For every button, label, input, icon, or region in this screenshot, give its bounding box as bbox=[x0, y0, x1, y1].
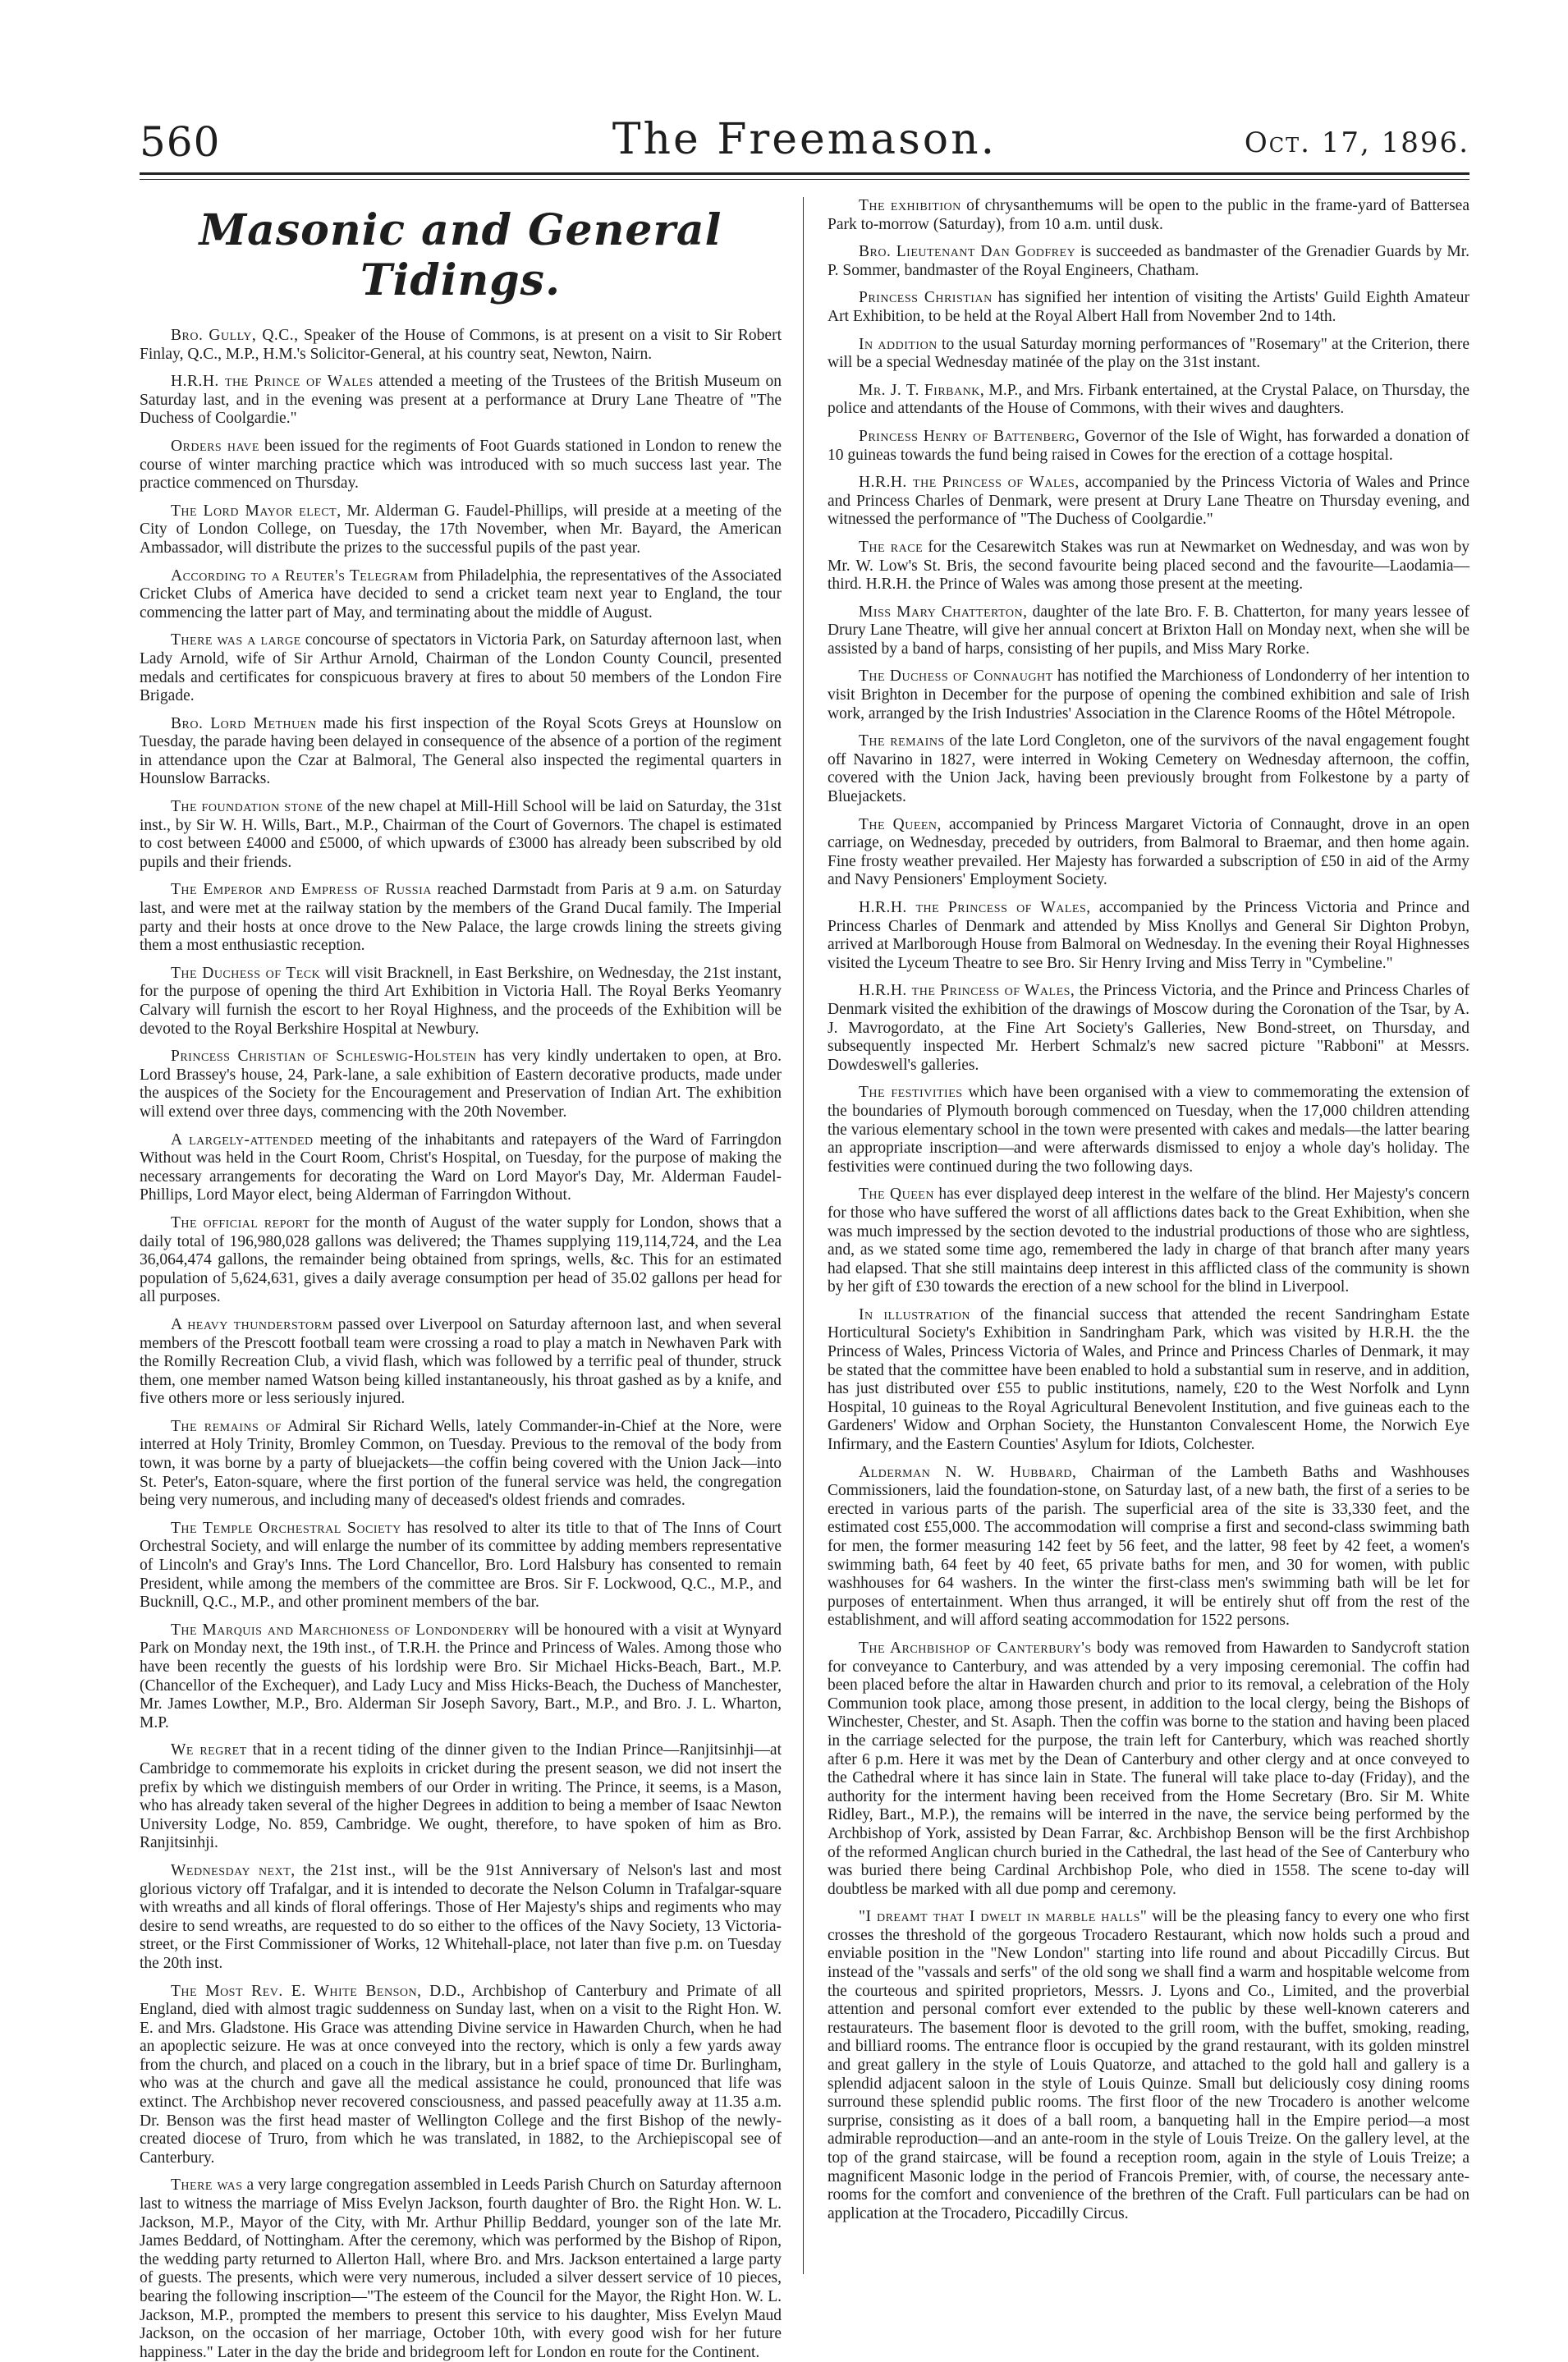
news-item-text: will be honoured with a visit at Wynyard Park on Monday next, the 19th inst., of T.R.H. the Prince and Princess of Wales. Among those who have been recently the guests of his lordship were Bro. Sir Michael Hicks-Beach, Bart., M.P. (Chancellor of the Exchequer), and Lady Lucy and Miss Hicks-Beach, the Duchess of Manchester, Mr. James Lowther, M.P., Bro. Alderman Sir Joseph Savory, Bart., M.P., and Bro. J. L. Wharton, M.P. bbox=[140, 1621, 782, 1731]
news-item bbox=[140, 965, 782, 1039]
news-item bbox=[140, 1131, 782, 1205]
news-item-lead: The foundation stone bbox=[171, 798, 323, 816]
news-item bbox=[140, 327, 782, 364]
news-item bbox=[140, 502, 782, 558]
news-item-text: made his first inspection of the Royal Scots Greys at Hounslow on Tuesday, the parade having been delayed in consequence of the absence of a portion of the regiment in attendance upon the Czar at Balmoral, The General also inspected the regimental quarters in Hounslow Barracks. bbox=[140, 714, 782, 788]
news-item-lead: The remains of bbox=[171, 1417, 282, 1435]
news-item-text: that in a recent tiding of the dinner given to the Indian Prince—Ranjitsinhji—at Cambridge to commemorate his exploits in cricket during the present season, we did not insert the prefix by which we distinguish members of our Order in writing. The Prince, it seems, is a Mason, who has already taken several of the higher Degrees in addition to being a member of Isaac Newton University Lodge, No. 859, Cambridge. We ought, therefore, to have spoken of him as Bro. Ranjitsinhji. bbox=[140, 1741, 782, 1852]
news-item bbox=[140, 567, 782, 623]
news-item-text: of the new chapel at Mill-Hill School will be laid on Saturday, the 31st inst., by Sir W. H. Wills, Bart., M.P., Chairman of the Court of Governors. The chapel is estimated to cost between £4000 and £5000, of which upwards of £3000 has already been subscribed by old pupils and their friends. bbox=[140, 798, 782, 871]
news-item bbox=[828, 1084, 1469, 1176]
news-item-text: accompanied by the Princess Victoria and Prince and Princess Charles of Denmark and attended by Miss Knollys and General Sir Dighton Probyn, arrived at Marlborough House from Balmoral on Wednesday. In the evening their Royal Highnesses visited the Lyceum Theatre to see Bro. Sir Henry Irving and Miss Terry in "Cymbeline." bbox=[828, 899, 1469, 972]
news-item bbox=[828, 732, 1469, 806]
news-item-text: will be the pleasing fancy to every one who first crosses the threshold of the gorgeous Trocadero Restaurant, which now holds such a proud and enviable position in the "New London" starting into life round and about Piccadilly Circus. But instead of the "vassals and serfs" of the old song we shall find a warm and hospitable welcome from the courteous and spirited proprietors, Messrs. J. Lyons and Co., Limited, and the proverbial attention and personal comfort ever extended to the public by these well-known caterers and restaurateurs. The basement floor is devoted to the grill room, with the buffet, smoking, reading, and billiard rooms. The entrance floor is occupied by the grand restaurant, with its golden minstrel and great gallery in the style of Louis Quatorze, and attached to the gold hall and gallery is a splendid adjacent saloon in the style of Louis Quinze. Small but deliciously cosy dining rooms surround these splendid public rooms. The first floor of the new Trocadero is another welcome surprise, consisting as it does of a ball room, a banqueting hall in the Empire period—a most admirable reproduction—and an ante-room in the style of Louis Treize. On the gallery level, at the top of the grand staircase, will be found a reception room, again in the style of Louis Treize; a magnificent Masonic lodge in the period of Francois Premier, with, of course, the necessary ante-rooms for the comfort and convenience of the brethren of the Craft. Full particulars can be had on application at the Trocadero, Piccadilly Circus. bbox=[828, 1908, 1469, 2222]
news-item-text: body was removed from Hawarden to Sandycroft station for conveyance to Canterbury, and was attended by a very imposing ceremonial. The coffin had been placed before the altar in Hawarden church and prior to its removal, a celebration of the Holy Communion took place, among those present, in addition to the local clergy, being the Bishops of Winchester, Chester, and St. Asaph. Then the coffin was borne to the station and having been placed in the carriage selected for the purpose, the train left for Canterbury, which was reached shortly after 6 p.m. Here it was met by the Dean of Canterbury and other clergy and at once conveyed to the Cathedral where it has since lain in State. The funeral will take place to-day (Friday), and the authority for the interment having been received from the Home Secretary (Bro. Sir M. White Ridley, Bart., M.P.), the remains will be interred in the nave, the service being performed by the Archbishop of York, assisted by Dean Farrar, &c. Archbishop Benson will be the first Archbishop of the reformed Anglican church buried in the Cathedral, the last head of the See of Canterbury who was buried there being Cardinal Archbishop Pole, who died in 1558. The scene to-day will doubtless be marked with all due pomp and ceremony. bbox=[828, 1639, 1469, 1898]
news-item bbox=[828, 1186, 1469, 1297]
news-item bbox=[828, 336, 1469, 373]
header-rule-thin bbox=[140, 179, 1469, 180]
news-item-lead: The Marquis and Marchioness of Londonderry bbox=[171, 1621, 510, 1639]
news-item-text: accompanied by Princess Margaret Victoria of Connaught, drove in an open carriage, on Wednesday, preceded by outriders, from Balmoral to Braemar, and then home again. Fine frosty weather prevailed. Her Majesty has forwarded a subscription of £50 in aid of the Army and Navy Pensioners' Employment Society. bbox=[828, 815, 1469, 889]
news-item-lead: Princess Christian bbox=[859, 289, 993, 307]
column-divider bbox=[803, 197, 804, 2274]
news-item-text: will visit Bracknell, in East Berkshire, on Wednesday, the 21st instant, for the purpose of opening the third Art Exhibition in Victoria Hall. The Royal Berks Yeomanry Calvary will furnish the escort to her Royal Highness, and the proceeds of the Exhibition will be devoted to the Royal Berkshire Hospital at Newbury. bbox=[140, 964, 782, 1038]
news-item-text: passed over Liverpool on Saturday afternoon last, and when several members of the Prescott football team were crossing a road to play a match in Newhaven Park with the Romilly Recreation Club, a vivid flash, which was followed by a terrific peal of thunder, struck them, one member named Watson being killed instantaneously, his throat gashed as by a knife, and five others more or less seriously injured. bbox=[140, 1315, 782, 1408]
news-item-text: from Philadelphia, the representatives of the Associated Cricket Clubs of America have decided to send a cricket team next year to England, the tour commencing the latter part of May, and terminating about the middle of August. bbox=[140, 566, 782, 621]
news-item bbox=[140, 1214, 782, 1307]
news-item bbox=[828, 899, 1469, 973]
news-item-lead: The exhibition bbox=[859, 197, 961, 214]
news-item-lead: H.R.H. the Princess of Wales, bbox=[859, 899, 1091, 916]
news-item-text: which have been organised with a view to commemorating the extension of the boundaries of Plymouth borough commenced on Tuesday, when the 17,000 children attending the various elementary school in the town were presented with cakes and medals—the latter bearing an appropriate inscription—and were afterwards dismissed to enjoy a whole day's holiday. The festivities were continued during the two following days. bbox=[828, 1084, 1469, 1176]
news-item-lead: A largely-attended bbox=[171, 1131, 314, 1149]
news-item bbox=[828, 982, 1469, 1075]
news-item bbox=[140, 1316, 782, 1409]
news-item-lead: H.R.H. the Prince of Wales bbox=[171, 373, 374, 391]
news-item bbox=[828, 474, 1469, 530]
news-item-lead: Bro. Gully, Q.C., bbox=[171, 327, 299, 344]
news-item-text: Mr. Alderman G. Faudel-Phillips, will preside at a meeting of the City of London College, on Tuesday, the 17th November, when Mr. Bayard, the American Ambassador, will distribute the prizes to the successful pupils of the past year. bbox=[140, 502, 782, 557]
news-item-lead: Bro. Lord Methuen bbox=[171, 714, 317, 732]
news-item-lead: Princess Christian of Schleswig-Holstein bbox=[171, 1048, 477, 1066]
news-item-lead: There was a large bbox=[171, 631, 301, 649]
news-item-text: has resolved to alter its title to that of The Inns of Court Orchestral Society, and will enlarge the number of its committee by adding members representative of Lincoln's and Gray's Inns. The Lord Chancellor, Bro. Lord Halsbury has consented to remain President, while among the members of the committee are Bros. Sir F. Lockwood, Q.C., M.P., and Bucknill, Q.C., M.P., and other prominent members of the bar. bbox=[140, 1519, 782, 1612]
news-item-text: has signified her intention of visiting the Artists' Guild Eighth Amateur Art Exhibition, to be held at the Royal Albert Hall from November 2nd to 14th. bbox=[828, 289, 1469, 325]
news-item bbox=[140, 631, 782, 705]
news-item-lead: Orders have bbox=[171, 437, 259, 455]
news-item-lead: The Emperor and Empress of Russia bbox=[171, 881, 432, 899]
news-item bbox=[140, 1048, 782, 1121]
page-number: 560 bbox=[140, 118, 221, 166]
news-item-text: has ever displayed deep interest in the welfare of the blind. Her Majesty's concern for those who have suffered the worst of all afflictions dates back to the Great Exhibition, when she was much impressed by the section devoted to the industrial productions of those who are sightless, and, as we stated some time ago, remembered the lady in charge of that branch after many years had elapsed. That she still maintains deep interest in this afflicted class of the community is shown by her gift of £30 towards the erection of a new school for the blind in Liverpool. bbox=[828, 1186, 1470, 1296]
news-item bbox=[828, 1306, 1469, 1455]
news-item bbox=[828, 428, 1469, 465]
header-rule-thick bbox=[140, 172, 1469, 175]
news-item-text: for the month of August of the water supply for London, shows that a daily total of 196,980,028 gallons was delivered; the Thames supplying 119,114,724, and the Lea 36,064,474 gallons, the remainder being obtained from springs, wells, &c. This for an estimated population of 5,624,631, gives a daily average consumption per head of 35.02 gallons per head for all purposes. bbox=[140, 1213, 782, 1306]
news-item-lead: The remains bbox=[859, 732, 945, 750]
section-title: Masonic and General Tidings. bbox=[199, 205, 722, 305]
news-item-lead: According to a Reuter's Telegram bbox=[171, 566, 419, 585]
news-item-lead: H.R.H. the Princess of Wales, bbox=[859, 474, 1080, 492]
news-item bbox=[828, 539, 1469, 594]
news-item bbox=[828, 603, 1469, 659]
news-item-lead: "I dreamt that I dwelt in marble halls" bbox=[859, 1908, 1148, 1926]
news-item bbox=[140, 1418, 782, 1511]
news-item bbox=[828, 1640, 1469, 1899]
news-item bbox=[140, 438, 782, 493]
news-item-text: to the usual Saturday morning performances of "Rosemary" at the Criterion, there will be a special Wednesday matinée of the play on the 31st instant. bbox=[828, 335, 1469, 372]
news-item bbox=[140, 1520, 782, 1612]
news-item-lead: There was bbox=[171, 2176, 243, 2195]
news-item bbox=[828, 667, 1469, 723]
news-item bbox=[140, 1741, 782, 1853]
news-item-lead: The Most Rev. E. White Benson, bbox=[171, 1982, 422, 2000]
news-item-text: a very large congregation assembled in Leeds Parish Church on Saturday afternoon last to witness the marriage of Miss Evelyn Jackson, fourth daughter of Bro. the Right Hon. W. L. Jackson, M.P., Mayor of the City, with Mr. Arthur Phillip Beddard, younger son of the late Mr. James Beddard, of Nottingham. After the ceremony, which was performed by the Bishop of Ripon, the wedding party returned to Allerton Hall, where Bro. and Mrs. Jackson entertained a large party of guests. The presents, which were very numerous, included a silver dessert service of 10 pieces, bearing the following inscription—"The esteem of the Council for the Mayor, the Right Hon. W. L. Jackson, M.P., prompted the members to present this service to his daughter, Miss Evelyn Maud Jackson, on the occasion of her marriage, October 10th, with every good wish for her future happiness." Later in the day the bride and bridegroom left for London en route for the Continent. bbox=[140, 2176, 782, 2361]
news-item bbox=[140, 881, 782, 955]
news-item bbox=[828, 243, 1469, 280]
news-item-text: of chrysanthemums will be open to the public in the frame-yard of Battersea Park to-morrow (Saturday), from 10 a.m. until dusk. bbox=[828, 197, 1469, 233]
news-item-lead: Bro. Lieutenant Dan Godfrey bbox=[859, 243, 1076, 261]
news-item bbox=[140, 1983, 782, 2168]
news-item-lead: The Duchess of Connaught bbox=[859, 667, 1053, 686]
news-item-lead: The official report bbox=[171, 1213, 310, 1231]
news-item bbox=[828, 382, 1469, 419]
news-item bbox=[140, 1862, 782, 1974]
news-item-lead: Alderman N. W. Hubbard, bbox=[859, 1463, 1077, 1481]
news-item-text: Admiral Sir Richard Wells, lately Commander-in-Chief at the Nore, were interred at Holy Trinity, Bromley Common, on Tuesday. Previous to the removal of the body from town, it was borne by a party of bluejackets—the coffin being covered with the Union Jack—into St. Peter's, Eaton-square, where the first portion of the funeral service was held, the congregation being very numerous, and including many of deceased's oldest friends and comrades. bbox=[140, 1417, 782, 1510]
news-item-text: of the late Lord Congleton, one of the survivors of the naval engagement fought off Navarino in 1827, were interred in Woking Cemetery on Wednesday afternoon, the coffin, covered with the Union Jack, having been previously brought from Folkestone by a party of Bluejackets. bbox=[828, 732, 1469, 806]
news-item bbox=[140, 373, 782, 429]
news-item-lead: The festivities bbox=[859, 1084, 963, 1102]
news-item bbox=[828, 1908, 1469, 2223]
masthead bbox=[140, 107, 1469, 172]
news-item-lead: Miss Mary Chatterton, bbox=[859, 603, 1028, 621]
news-item bbox=[140, 798, 782, 872]
news-item-lead: In addition bbox=[859, 335, 938, 353]
news-item-lead: Princess Henry of Battenberg, bbox=[859, 427, 1080, 445]
news-item-lead: H.R.H. the Princess of Wales, bbox=[859, 982, 1075, 1000]
news-item bbox=[828, 816, 1469, 890]
news-item-text: D.D., Archbishop of Canterbury and Primate of all England, died with almost tragic suddenness on Sunday last, when on a visit to the Right Hon. W. E. and Mrs. Gladstone. His Grace was attending Divine service in Hawarden Church, when he had an apoplectic seizure. He was at once conveyed into the rectory, which is only a few yards away from the church, and placed on a couch in the library, but in a brief space of time Dr. Burlingham, who was at the church and gave all the medical assistance he could, pronounced that life was extinct. The Archbishop never recovered consciousness, and passed peacefully away at 11.35 a.m. Dr. Benson was the first head master of Wellington College and the first Bishop of the newly-created diocese of Truro, from which he was translated, in 1882, to the Archiepiscopal see of Canterbury. bbox=[140, 1982, 782, 2167]
news-item bbox=[140, 1621, 782, 1733]
news-item-lead: The Queen, bbox=[859, 815, 942, 833]
news-item-lead: In illustration bbox=[859, 1305, 970, 1323]
news-item-text: is succeeded as bandmaster of the Grenadier Guards by Mr. P. Sommer, bandmaster of the Royal Engineers, Chatham. bbox=[828, 243, 1470, 279]
news-item-text: for the Cesarewitch Stakes was run at Newmarket on Wednesday, and was won by Mr. W. Low's St. Bris, the second favourite being placed second and the favourite—Laodamia—third. H.R.H. the Prince of Wales was among those present at the meeting. bbox=[828, 538, 1469, 594]
news-item-text: the 21st inst., will be the 91st Anniversary of Nelson's last and most glorious victory off Trafalgar, and it is intended to decorate the Nelson Column in Trafalgar-square with wreaths and all kinds of floral offerings. Those of Her Majesty's ships and regiments who may desire to send wreaths, are requested to do so either to the offices of the Navy Society, 13 Victoria-street, or the First Commissioner of Works, 12 Whitehall-place, not later than five p.m. on Tuesday the 20th inst. bbox=[140, 1861, 782, 1972]
news-item-lead: The race bbox=[859, 538, 924, 556]
news-item bbox=[140, 2176, 782, 2362]
newspaper-page bbox=[140, 107, 1470, 2361]
issue-date: Oct. 17, 1896. bbox=[1244, 126, 1469, 159]
news-item-text: has notified the Marchioness of Londonderry of her intention to visit Brighton in December for the purpose of opening the combined exhibition and sale of Irish work, arranged by the Irish Industries' Association in the Clarence Rooms of the Hôtel Métropole. bbox=[828, 667, 1469, 722]
news-item bbox=[828, 289, 1469, 326]
news-item-text: has very kindly undertaken to open, at Bro. Lord Brassey's house, 24, Park-lane, a sale exhibition of Eastern decorative products, made under the auspices of the Society for the Encouragement and Preservation of Indian Art. The exhibition will extend over three days, commencing with the 20th November. bbox=[140, 1048, 782, 1121]
news-item-lead: The Archbishop of Canterbury's bbox=[859, 1639, 1092, 1657]
news-item-text: attended a meeting of the Trustees of the British Museum on Saturday last, and in the evening was present at a performance at Drury Lane Theatre of "The Duchess of Coolgardie." bbox=[140, 373, 782, 428]
news-item-text: Chairman of the Lambeth Baths and Washhouses Commissioners, laid the foundation-stone, on Saturday last, of a new bath, the first of a series to be erected in various parts of the parish. The superficial area of the site is 33,330 feet, and the estimated cost £55,000. The accommodation will comprise a first and second-class swimming bath for men, the former measuring 142 feet by 56 feet, and the latter, 98 feet by 42 feet, a women's swimming bath, 64 feet by 40 feet, 65 private baths for men, and 30 for women, with public washhouses for 64 washers. In the winter the first-class men's swimming bath will be let for purposes of entertainment. When thus arranged, it will be entirely shut off from the rest of the establishment, and will afford seating accommodation for 1522 persons. bbox=[828, 1463, 1469, 1630]
news-item-text: the Princess Victoria, and the Prince and Princess Charles of Denmark visited the exhibition of the drawings of Moscow during the Coronation of the Tsar, by A. J. Mavrogordato, at the Fine Art Society's Galleries, New Bond-street, on Thursday, and subsequently inspected Mr. Herbert Schmalz's new sacred picture "Rabboni" at Messrs. Dowdeswell's galleries. bbox=[828, 982, 1469, 1074]
news-item-text: M.P., and Mrs. Firbank entertained, at the Crystal Palace, on Thursday, the police and attendants of the House of Commons, with their wives and daughters. bbox=[828, 381, 1469, 418]
news-item-text: concourse of spectators in Victoria Park, on Saturday afternoon last, when Lady Arnold, wife of Sir Arthur Arnold, Chairman of the London County Council, presented medals and certificates for conspicuous bravery at fires to about 50 members of the London Fire Brigade. bbox=[140, 631, 782, 705]
news-item-lead: Wednesday next, bbox=[171, 1861, 296, 1879]
news-item-text: been issued for the regiments of Foot Guards stationed in London to renew the course of winter marching practice which was introduced with so much success last year. The practice commenced on Thursday. bbox=[140, 437, 782, 493]
news-item bbox=[828, 197, 1469, 234]
news-item bbox=[140, 715, 782, 789]
news-item-lead: A heavy thunderstorm bbox=[171, 1315, 333, 1333]
news-item-lead: The Lord Mayor elect, bbox=[171, 502, 342, 520]
news-item-text: meeting of the inhabitants and ratepayers of the Ward of Farringdon Without was held in the Court Room, Christ's Hospital, on Tuesday, for the purpose of making the necessary arrangements for decorating the Ward on Lord Mayor's Day, Mr. Alderman Faudel-Phillips, Lord Mayor elect, being Alderman of Farringdon Without. bbox=[140, 1131, 782, 1204]
news-item-text: Governor of the Isle of Wight, has forwarded a donation of 10 guineas towards the fund being raised in Cowes for the erection of a cottage hospital. bbox=[828, 427, 1469, 464]
news-item-lead: We regret bbox=[171, 1741, 247, 1759]
news-item-text: daughter of the late Bro. F. B. Chatterton, for many years lessee of Drury Lane Theatre, will give her annual concert at Brixton Hall on Monday next, when she will be assisted by a band of harps, consisting of her pupils, and Miss Mary Rorke. bbox=[828, 603, 1470, 658]
news-item-text: reached Darmstadt from Paris at 9 a.m. on Saturday last, and were met at the railway station by the members of the Grand Ducal family. The Imperial party and their hosts at once drove to the New Palace, the large crowds lining the streets giving them a most enthusiastic reception. bbox=[140, 881, 782, 955]
right-column bbox=[828, 197, 1469, 2299]
left-column bbox=[140, 197, 782, 2361]
news-item-lead: Mr. J. T. Firbank, bbox=[859, 381, 985, 399]
news-item bbox=[828, 1464, 1469, 1630]
news-item-lead: The Duchess of Teck bbox=[171, 964, 321, 982]
news-item-lead: The Temple Orchestral Society bbox=[171, 1519, 401, 1537]
news-item-text: accompanied by the Princess Victoria of Wales and Prince and Princess Charles of Denmark, were present at Drury Lane Theatre on Thursday evening, and witnessed the performance of "The Duchess of Coolgardie." bbox=[828, 474, 1469, 529]
news-item-text: of the financial success that attended the recent Sandringham Estate Horticultural Society's Exhibition in Sandringham Park, which was visited by H.R.H. the the Princess of Wales, Princess Victoria of Wales, and Prince and Princess Charles of Denmark, it may be stated that the committee have been enabled to hold a substantial sum in reserve, and in addition, has just distributed over £55 to public institutions, namely, £20 to the West Norfolk and Lynn Hospital, 10 guineas to the Royal Agricultural Benevolent Institution, and five guineas each to the Gardeners' Widow and Orphan Society, the Hunstanton Convalescent Home, the Norwich Eye Infirmary, and the Eastern Counties' Asylum for Idiots, Colchester. bbox=[828, 1305, 1469, 1454]
news-item-lead: The Queen bbox=[859, 1186, 934, 1204]
publication-title: The Freemason. bbox=[612, 115, 997, 164]
news-item-text: Speaker of the House of Commons, is at present on a visit to Sir Robert Finlay, Q.C., M.P., H.M.'s Solicitor-General, at his country seat, Newton, Nairn. bbox=[140, 327, 782, 363]
